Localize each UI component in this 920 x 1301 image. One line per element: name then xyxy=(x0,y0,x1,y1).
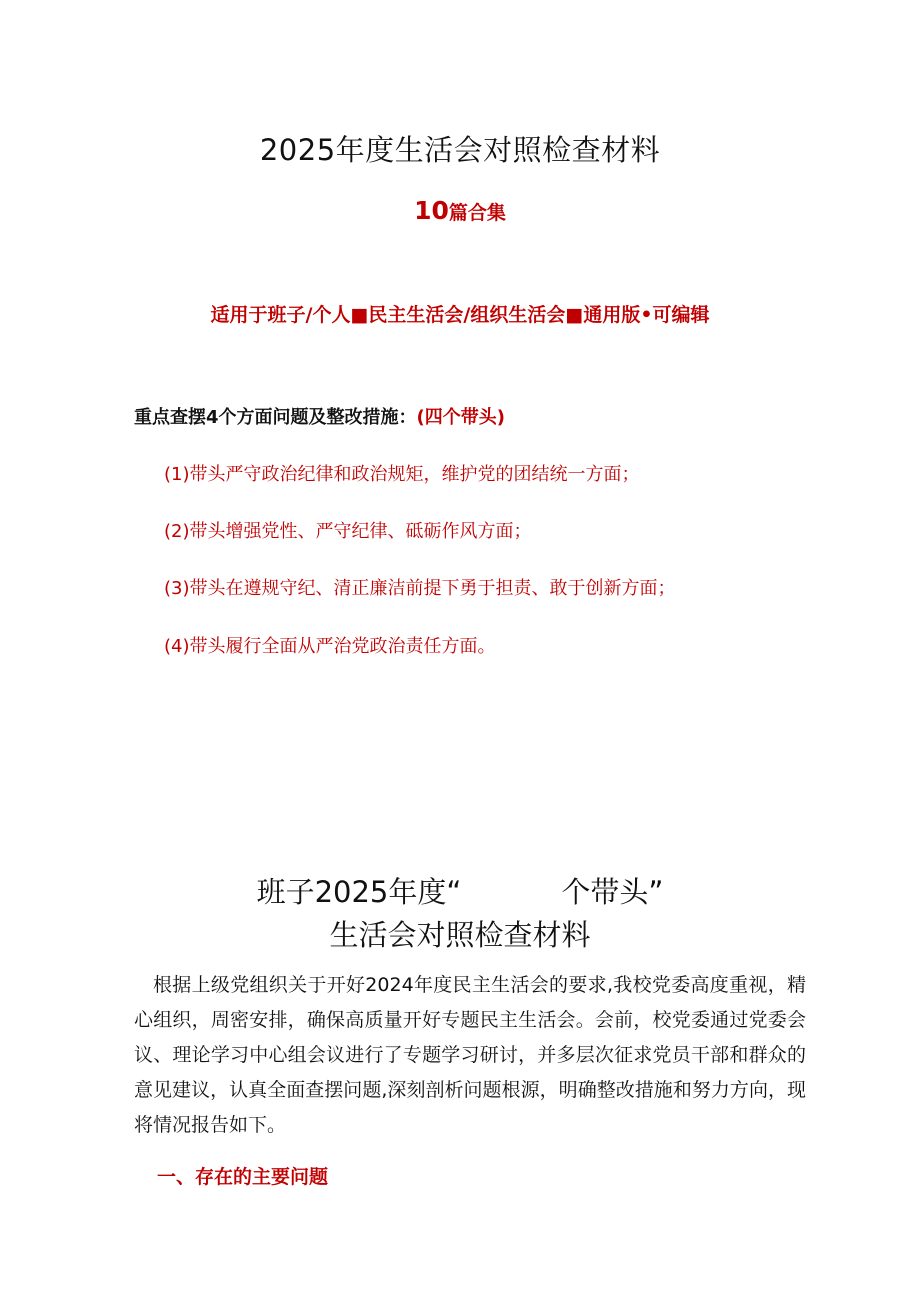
article-title-line-1 xyxy=(0,870,920,911)
collection-count xyxy=(0,196,920,225)
focus-item-4: (4)带头履行全面从严治党政治责任方面。 xyxy=(164,636,496,657)
article-title-left: 班子2025年度“ xyxy=(256,875,462,909)
collection-count-number: 10 xyxy=(414,196,449,225)
focus-item-2: (2)带头增强党性、严守纪律、砥砺作风方面； xyxy=(164,521,532,542)
focus-item-1: (1)带头严守政治纪律和政治规矩，维护党的团结统一方面； xyxy=(164,464,640,485)
focus-item-3: (3)带头在遵规守纪、清正廉洁前提下勇于担责、敢于创新方面； xyxy=(164,578,676,599)
intro-paragraph: 根据上级党组织关于开好2024年度民主生活会的要求,我校党委高度重视，精心组织，周密安排，确保高质量开好专题民主生活会。会前，校党委通过党委会议、理论学习中心组会议进行了专题学习研讨，并多层次征求党员干部和群众的意见建议，认真全面查摆问题,深刻剖析问题根源，明确整改措施和努力方向，现将情况报告如下。 xyxy=(134,974,806,1136)
document-title: 2025年度生活会对照检查材料 xyxy=(259,133,661,167)
article-title-line-2: 生活会对照检查材料 xyxy=(329,918,591,952)
section-heading-1: 一、存在的主要问题 xyxy=(157,1166,329,1188)
focus-heading-text: 重点查摆4个方面问题及整改措施： xyxy=(134,407,417,428)
collection-count-suffix: 篇合集 xyxy=(448,202,506,224)
focus-heading-highlight: (四个带头) xyxy=(416,407,505,428)
applicability-note: 适用于班子/个人■民主生活会/组织生活会■通用版•可编辑 xyxy=(210,304,710,326)
focus-heading xyxy=(134,403,505,429)
article-title-right: 个带头” xyxy=(561,875,664,909)
